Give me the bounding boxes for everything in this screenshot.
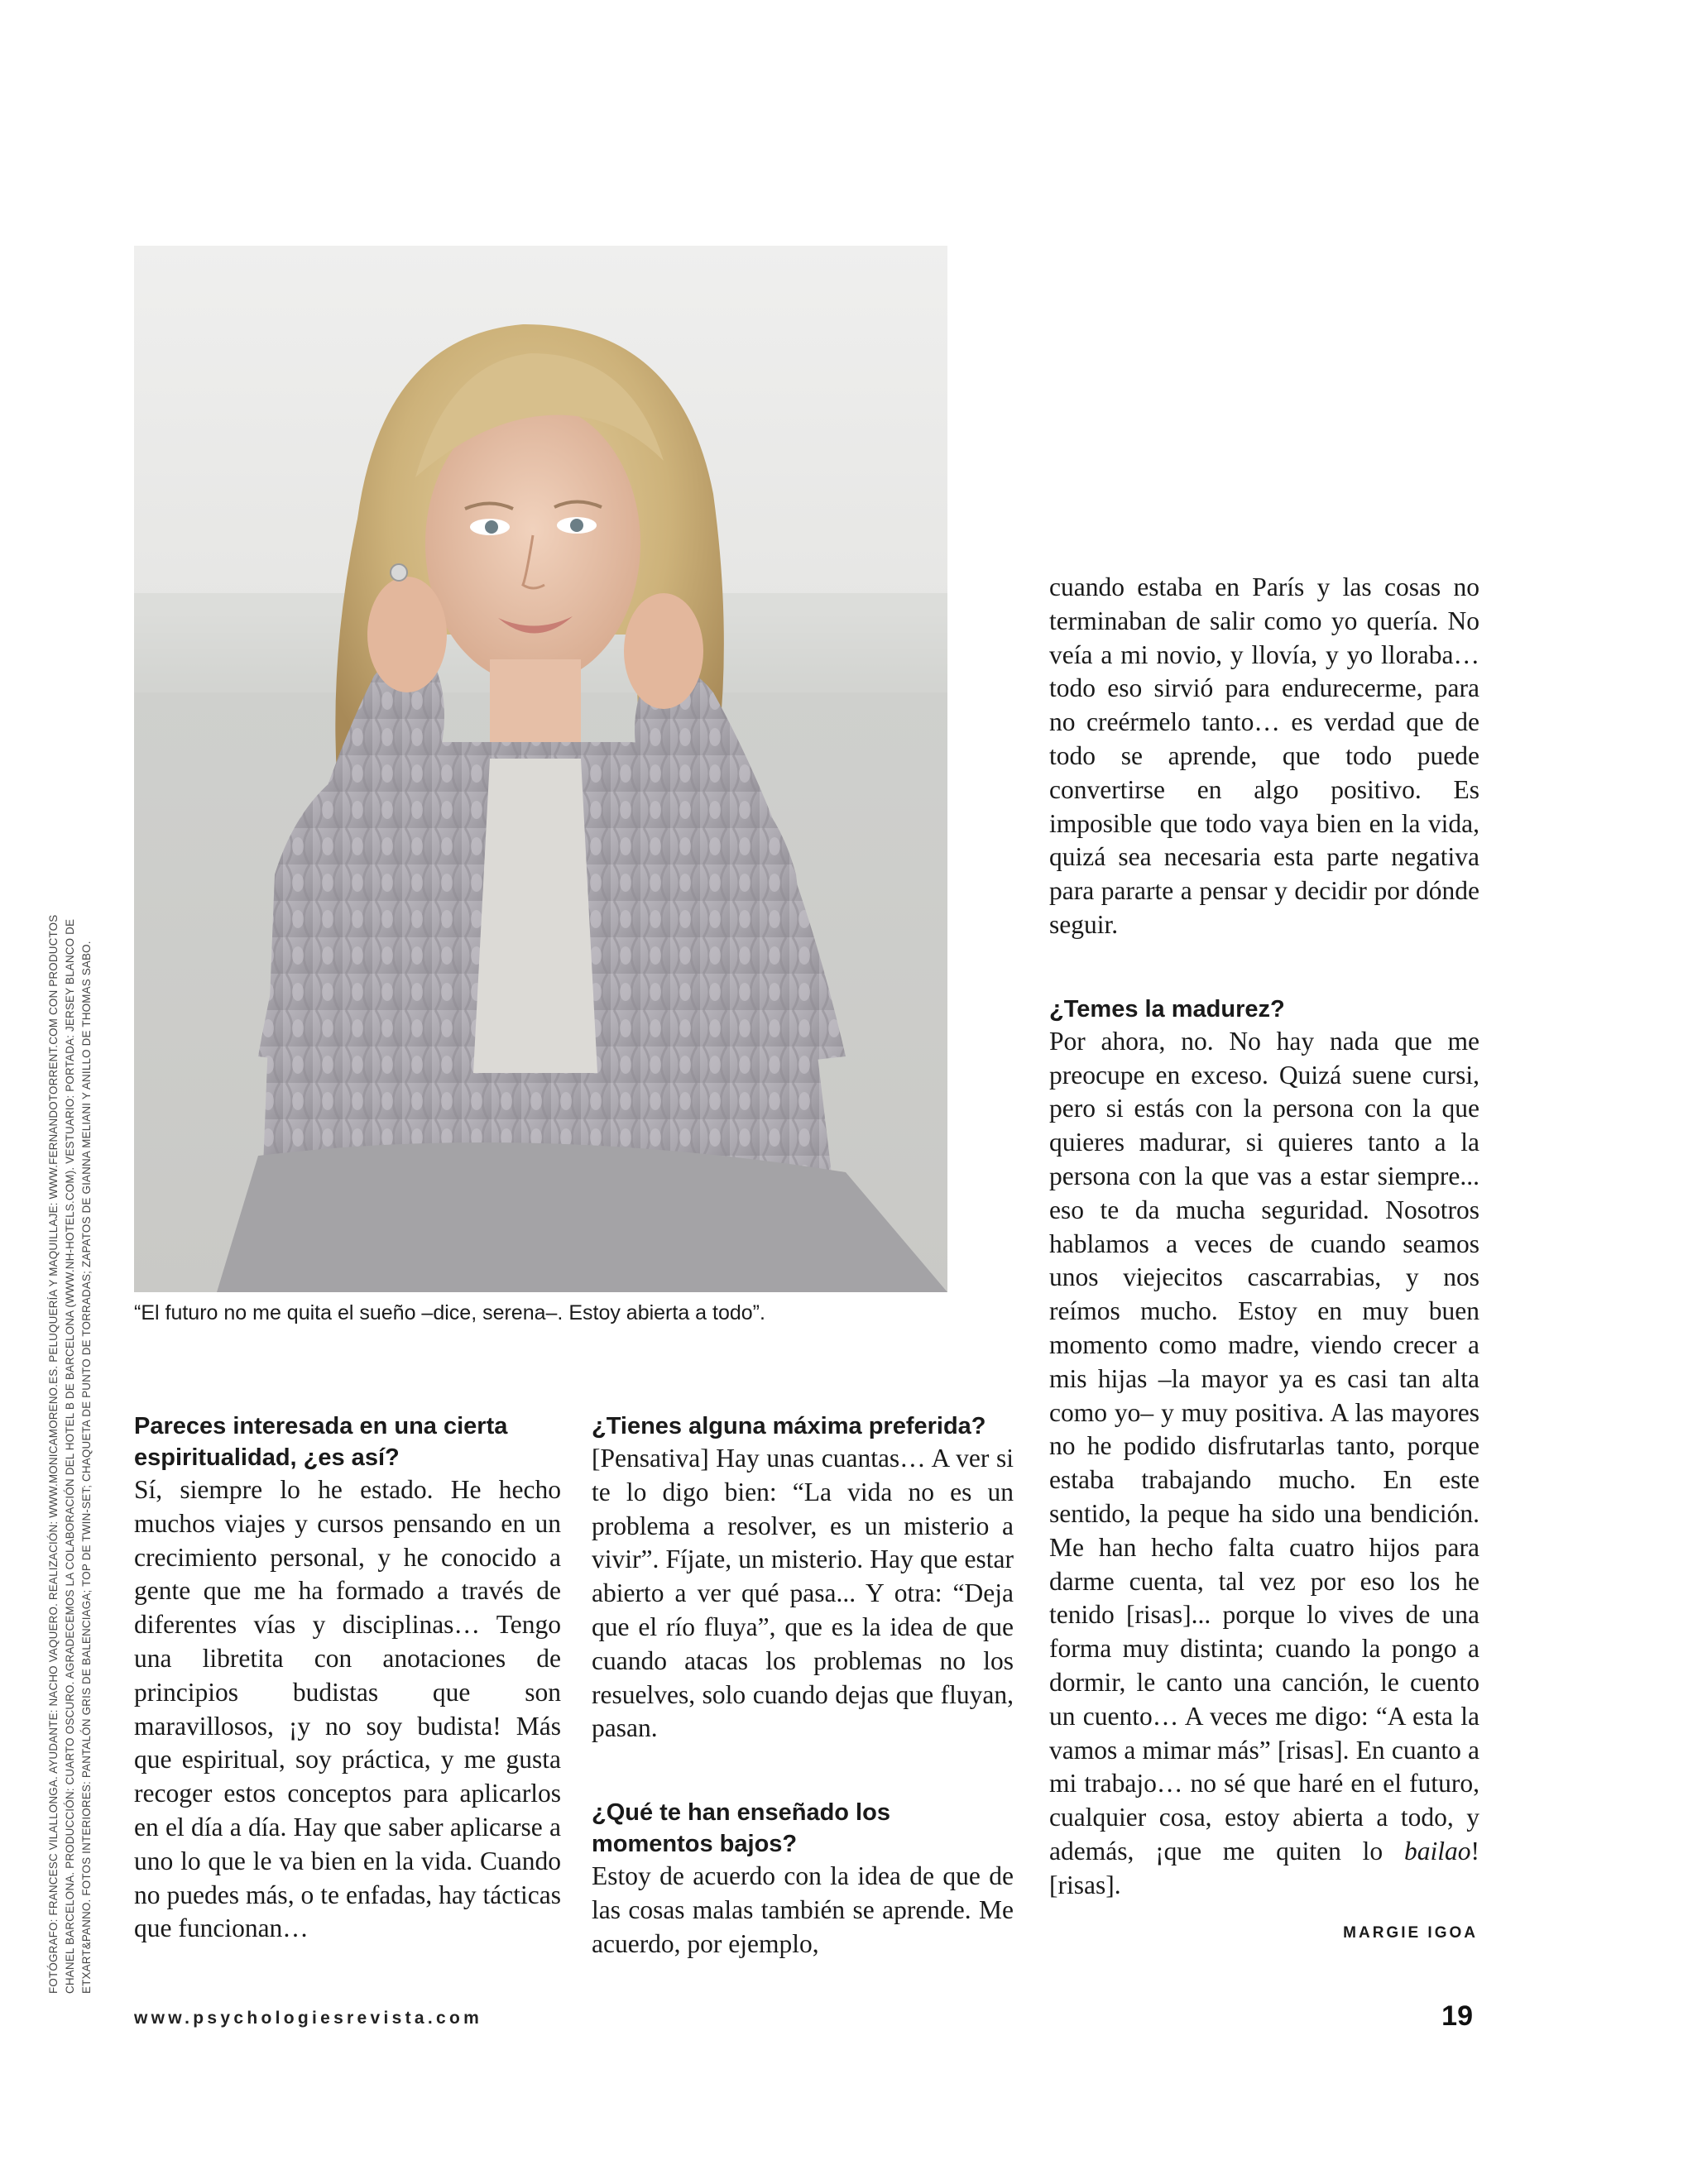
photo-caption: “El futuro no me quita el sueño –dice, serena–. Estoy abierta a todo”.: [134, 1301, 765, 1324]
answer-paragraph-continued: cuando estaba en París y las cosas no terminaban de salir como yo quería. No veía a mi novio, y llovía, y yo lloraba… todo eso sirvió para endurecerme, para no creérmelo tanto… es verdad que de todo se aprende, que todo puede convertirse en algo positivo. Es imposible que todo vaya bien en la vida, quizá sea necesaria esta parte negativa para pararte a pensar y decidir por dónde seguir.: [1049, 572, 1479, 939]
answer-text-end: ! [risas].: [1049, 1836, 1479, 1899]
answer-paragraph: [1049, 1025, 1479, 1903]
portrait-photo: [134, 246, 947, 1292]
answer-paragraph: Sí, siempre lo he estado. He hecho muchos viajes y cursos pensando en un crecimiento personal, y he conocido a gente que me ha formado a través de diferentes vías y disciplinas… Tengo una libretita con anotaciones de principios budistas que son maravillosos, ¡y no soy budista! Más que espiritual, soy práctica, y me gusta recoger estos conceptos para aplicarlos en el día a día. Hay que saber aplicarse a uno lo que le va bien en la vida. Cuando no puedes más, o te enfadas, hay tácticas que funcionan…: [134, 1475, 561, 1943]
portrait-illustration: [134, 246, 947, 1292]
answer-paragraph: [Pensativa] Hay unas cuantas… A ver si te lo digo bien: “La vida no es un problema a resolver, es un misterio a vivir”. Fíjate, un misterio. Hay que estar abierto a ver qué pasa... Y otra: “Deja que el río fluya”, que es la idea de que cuando atacas los problemas no los resuelves, solo cuando dejas que fluyan, pasan.: [592, 1444, 1014, 1743]
author-signature: MARGIE IGOA: [1343, 1924, 1478, 1942]
question-heading: ¿Qué te han enseñado los momentos bajos?: [592, 1799, 890, 1858]
article-column-1: [134, 1410, 561, 1946]
question-heading: ¿Temes la madurez?: [1049, 995, 1285, 1023]
credits-line-2: CHANEL BARCELONA. PRODUCCIÓN: CUARTO OSCURO. AGRADECEMOS LA COLABORACIÓN DEL HOTEL B DE BARCELONA (WWW.NH-HOTELS.COM). VESTUARIO: PORTADA: JERSEY BLANCO DE: [64, 918, 76, 1994]
question-heading: ¿Tienes alguna máxima preferida?: [592, 1413, 986, 1439]
question-heading: Pareces interesada en una cierta espiritualidad, ¿es así?: [134, 1413, 508, 1471]
article-column-2: [592, 1410, 1014, 1961]
answer-paragraph: Estoy de acuerdo con la idea de que de las cosas malas también se aprende. Me acuerdo, por ejemplo,: [592, 1861, 1014, 1958]
answer-italic-word: bailao: [1403, 1836, 1471, 1866]
credits-line-3: ETXART&PANNO. FOTOS INTERIORES: PANTALÓN GRIS DE BALENCIAGA; TOP DE TWIN-SET; CHAQUETA DE PUNTO DE TORRADAS; ZAPATOS DE GIANNA MELIANI Y ANILLO DE THOMAS SABO.: [80, 941, 93, 1994]
footer-website-link[interactable]: www.psychologiesrevista.com: [134, 2009, 483, 2028]
photo-credits: [46, 736, 95, 1994]
article-column-3: [1049, 571, 1479, 1902]
page-number: 19: [1441, 2000, 1473, 2032]
answer-text: Por ahora, no. No hay nada que me preocupe en exceso. Quizá suene cursi, pero si estás con la persona con la que quieres madurar, si quieres tanto a la persona con la que vas a estar siempre... eso te da mucha seguridad. Nosotros hablamos a veces de cuando seamos unos viejecitos cascarrabias, y nos reímos mucho. Estoy en muy buen momento como madre, viendo crecer a mis hijas –la mayor ya es casi tan alta como yo– y muy positiva. A las mayores no he podido disfrutarlas tanto, porque estaba trabajando mucho. En este sentido, la peque ha sido una bendición. Me han hecho falta cuatro hijos para darme cuenta, tal vez por eso los he tenido [risas]... porque lo vives de una forma muy distinta; cuando la pongo a dormir, le canto una canción, le cuento un cuento… A veces me digo: “A esta la vamos a mimar más” [risas]. En cuanto a mi trabajo… no sé que haré en el futuro, cualquier cosa, estoy abierta a todo, y además, ¡que me quiten lo: [1049, 1026, 1479, 1866]
credits-line-1: FOTÓGRAFO: FRANCESC VILALLONGA. AYUDANTE: NACHO VAQUERO. REALIZACIÓN: WWW.MONICAMORENO.ES. PELUQUERÍA Y MAQUILLAJE: WWW.FERNANDOTORRENT.COM CON PRODUCTOS: [47, 914, 60, 1994]
